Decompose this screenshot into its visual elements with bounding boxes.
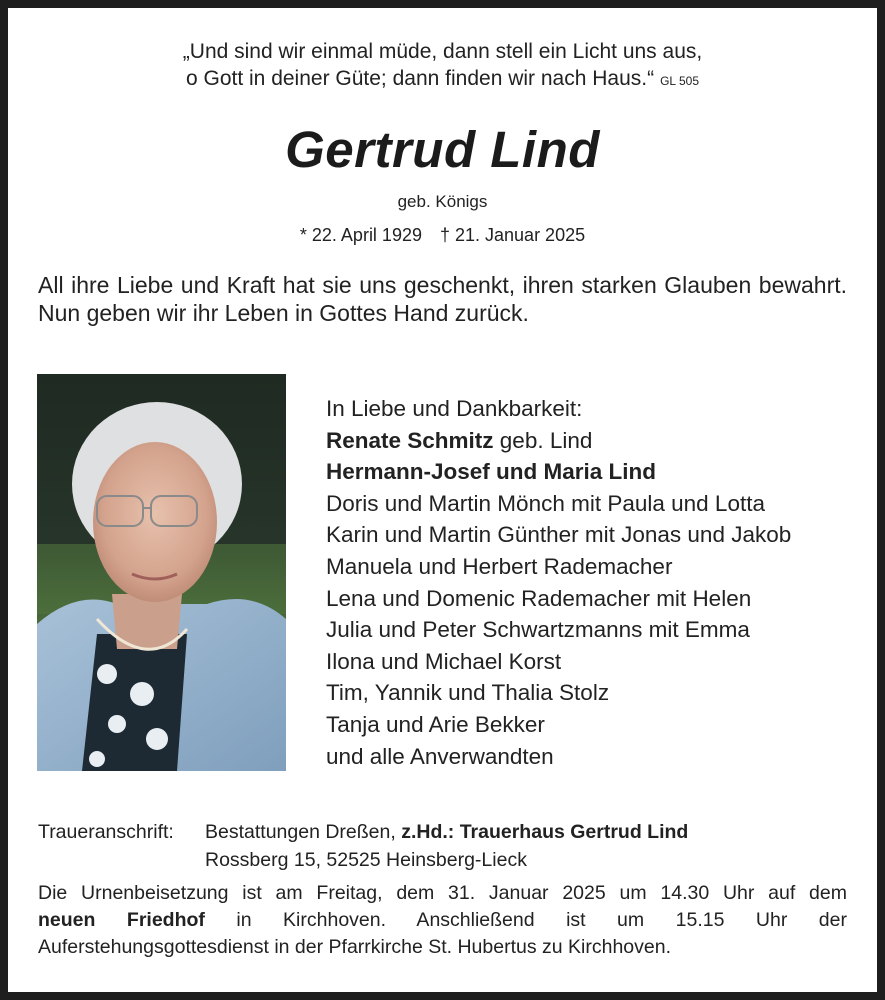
family-heading: In Liebe und Dankbarkeit: xyxy=(326,396,583,421)
family-member: Doris und Martin Mönch mit Paula und Lotta xyxy=(326,490,765,516)
address-line-2: Rossberg 15, 52525 Heinsberg-Lieck xyxy=(205,849,527,871)
quote-line-2-wrap xyxy=(8,65,877,95)
burial-line-2-rest: in Kirchhoven. Anschließend ist um 15.15 Uhr der xyxy=(204,909,847,931)
intro-line-1: All ihre Liebe und Kraft hat sie uns geschenkt, ihren starken Glauben xyxy=(38,272,752,298)
quote xyxy=(8,38,877,95)
intro-line-2: bewahrt. Nun geben wir ihr Leben in Gottes Hand zurück. xyxy=(38,272,848,326)
quote-source: GL 505 xyxy=(660,74,700,88)
death-date: † 21. Januar 2025 xyxy=(439,225,586,245)
portrait-photo xyxy=(37,374,286,771)
family-line-hermann: Hermann-Josef und Maria Lind xyxy=(326,459,657,485)
address-label: Traueranschrift: xyxy=(38,821,174,843)
mourning-address xyxy=(38,818,688,874)
family-line-renate xyxy=(326,425,791,457)
family-list xyxy=(326,393,791,772)
family-member: Manuela und Herbert Rademacher xyxy=(326,553,673,579)
burial-line-2 xyxy=(38,907,847,934)
family-member: Karin und Martin Günther mit Jonas und Jakob xyxy=(326,522,792,548)
address-line-1-bold: z.Hd.: Trauerhaus Gertrud Lind xyxy=(401,821,689,843)
family-member: Lena und Domenic Rademacher mit Helen xyxy=(326,585,752,611)
maiden-name: geb. Königs xyxy=(397,192,488,211)
family-name-bold: Renate Schmitz xyxy=(326,427,494,453)
burial-location-bold: neuen Friedhof xyxy=(38,909,205,931)
family-member: Ilona und Michael Korst xyxy=(326,648,562,674)
family-member: Tim, Yannik und Thalia Stolz xyxy=(326,680,610,706)
family-member: Julia und Peter Schwartzmanns mit Emma xyxy=(326,617,750,643)
deceased-name: Gertrud Lind xyxy=(285,121,600,178)
portrait-image xyxy=(37,374,286,771)
life-dates xyxy=(8,225,877,246)
quote-line-2: o Gott in deiner Güte; dann finden wir nach Haus.“ xyxy=(185,67,655,90)
family-member: und alle Anverwandten xyxy=(326,743,554,769)
address-line-1 xyxy=(38,818,688,846)
family-name-rest: geb. Lind xyxy=(493,427,593,453)
family-member: Tanja und Arie Bekker xyxy=(326,711,545,737)
quote-line-1: „Und sind wir einmal müde, dann stell ein Licht uns aus, xyxy=(182,40,703,63)
address-line-1-plain: Bestattungen Dreßen, xyxy=(205,821,402,843)
burial-line-3: Auferstehungsgottesdienst in der Pfarrkirche St. Hubertus zu Kirchhoven. xyxy=(38,936,671,958)
intro-text xyxy=(38,271,847,327)
birth-date: * 22. April 1929 xyxy=(299,225,422,245)
burial-line-1: Die Urnenbeisetzung ist am Freitag, dem 31. Januar 2025 um 14.30 Uhr auf dem xyxy=(38,882,847,904)
burial-info xyxy=(38,880,847,961)
